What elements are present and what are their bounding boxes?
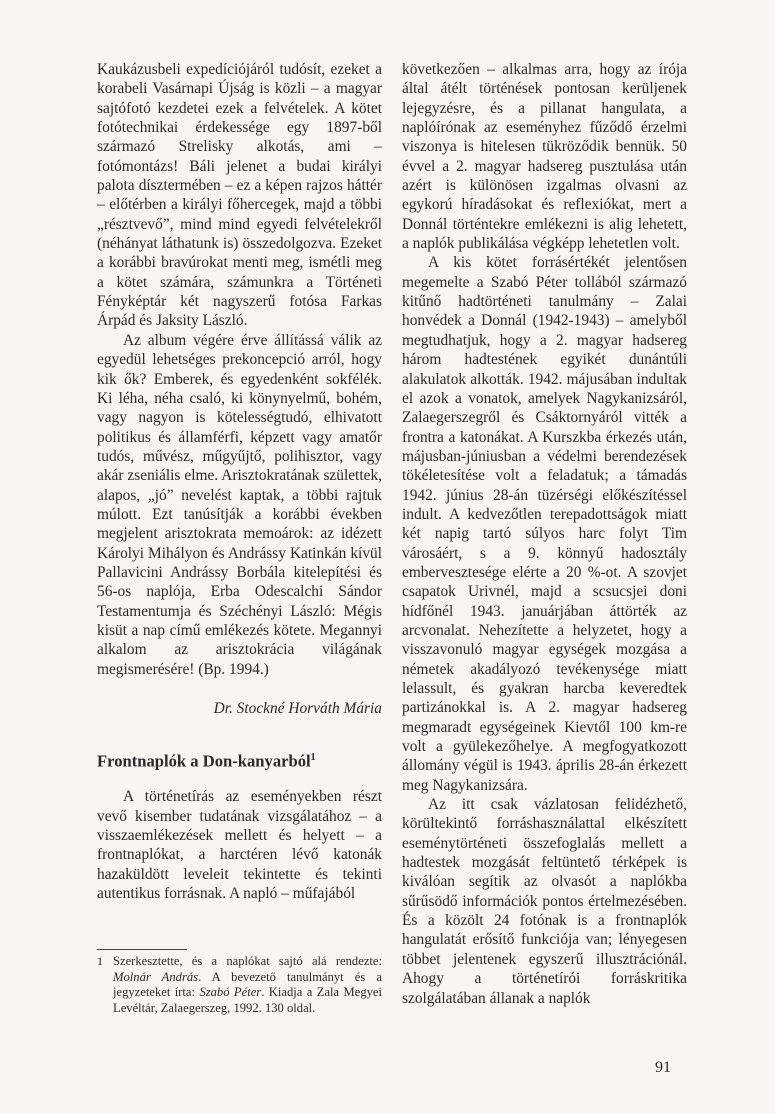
right-paragraph-1: következően – alkalmas arra, hogy az írója által átélt történések pontosan kerüljenek lejegyzésre, és a pillanat hangulata, a naplóírónak az eseményhez fűződő érzelmi viszonya is hitelesen tükröződik bennük. 50 évvel a 2. magyar hadsereg pusztulása után azért is különösen izgalmas olvasni az egykorú híradásokat és reflexiókat, mert a Donnál történtekre emlékezni is alig lehetett, a naplók publikálása végképp lehetetlen volt.: [402, 61, 687, 253]
left-paragraph-3: A történetírás az eseményekben részt vevő kisember tudatának vizsgálatához – a visszaemlékezések mellett és helyett – a frontnaplókat, a harctéren lévő katonák hazaküldött leveleit tekintette és tekinti autentikus forrásnak. A napló – műfajából: [97, 788, 382, 902]
footnote-editor: Molnár András: [113, 969, 199, 984]
review-signature: Dr. Stockné Horváth Mária: [213, 700, 382, 717]
footnote: [97, 954, 382, 1016]
footnote-divider: [97, 949, 187, 950]
left-paragraph-2: Az album végére érve állítássá válik az egyedül lehetséges prekoncepció arról, hogy kik ők? Emberek, és egyedenként sokfélék. Ki léha, néha csaló, ki könynyelmű, bohém, vagy nagyon is kötelességtudó, elhivatott politikus és államférfi, képzett vagy amatőr tudós, művész, műgyűjtő, polihisztor, vagy akár zseniális elme. Arisztokratának születtek, alapos, „jó” nevelést kaptak, a többi rajtuk múlott. Ezt tanúsítják a korábbi években megjelent arisztokrata memoárok: az idézett Károlyi Mihályon és Andrássy Katinkán kívül Pallavicini Andrássy Borbála kitelepítési és 56-os naplója, Erba Odescalchi Sándor Testamentumja és Széchényi László: Mégis kisüt a nap című emlékezés kötete. Megannyi alkalom az arisztokrácia világának megismerésére! (Bp. 1994.): [97, 331, 382, 678]
footnote-text-part: . A bevezető tanulmányt és a jegyzeteket írta:: [113, 969, 382, 1000]
footnote-mark: 1: [97, 954, 103, 969]
left-column: [97, 60, 382, 1016]
right-paragraph-3: Az itt csak vázlatosan felidézhető, körültekintő forráshasználattal elkészített eseménytörténeti összefoglalás mellett a hadtestek mozgását feltüntető térképek is kiválóan segítik az olvasót a naplókba sűrűsödő információk pontos értelmezésében. És a közölt 24 fotónak is a frontnaplók hangulatát erősítő funkciója van; lényegesen többet jelentenek egyszerű illusztrációnál. Ahogy a történetírói forráskritika szolgálatában állanak a naplók: [402, 796, 687, 1007]
footnote-text-part: . Kiadja a Zala Megyei Levéltár, Zalaegerszeg, 1992. 130 oldal.: [113, 985, 382, 1015]
footnote-reference: 1: [310, 752, 316, 764]
footnote-text: [113, 954, 382, 1016]
page-number: 91: [655, 1059, 671, 1076]
section-heading: [97, 748, 382, 771]
right-column: [402, 60, 687, 1008]
section-heading-text: Frontnaplók a Don-kanyarból: [97, 751, 311, 771]
left-paragraph-1: Kaukázusbeli expedíciójáról tudósít, ezeket a korabeli Vasárnapi Újság is közli – a magyar sajtófotó kezdetei ezek a felvételek. A kötet fotótechnikai érdekessége egy 1897-ből származó Strelisky alkotás, ami – fotómontázs! Báli jelenet a budai királyi palota dísztermében – ez a képen rajzos háttér – előtérben a királyi főhercegek, majd a többi „résztvevő”, mind mind egyedi felvételekről (néhányat láthatunk is) összedolgozva. Ezeket a korábbi bravúrokat menti meg, ismétli meg a kötet számára, számunkra a Történeti Fényképtár két nagyszerű fotósa Farkas Árpád és Jaksity László.: [97, 61, 382, 330]
footnote-text-part: Szerkesztette, és a naplókat sajtó alá rendezte:: [113, 954, 382, 969]
footnote-author: Szabó Péter: [199, 985, 262, 1000]
right-paragraph-2: A kis kötet forrásértékét jelentősen megemelte a Szabó Péter tollából származó kitűnő hadtörténeti tanulmány – Zalai honvédek a Donnál (1942-1943) – amelyből megtudhatjuk, hogy a 2. magyar hadsereg három hadtestének egyikét dunántúli alakulatok alkották. 1942. májusában indultak el azok a vonatok, amelyek Nagykanizsáról, Zalaegerszegről és Csáktornyáról vitték a frontra a katonákat. A Kurszkba érkezés után, májusban-júniusban a védelmi berendezések tökéletesítése volt a feladatuk; a támadás 1942. június 28-án tüzérségi előkészítéssel indult. A kedvezőtlen terepadottságok miatt két napig tartó súlyos harc folyt Tim városáért, s a 9. könnyű hadosztály embervesztesége elérte a 20 %-ot. A szovjet csapatok Urivnél, majd a scsucsjei doni hídfőnél 1943. januárjában áttörték az arcvonalat. Nehezítette a helyzetet, hogy a visszavonuló magyar egységek mozgása a németek akadályozó tevékenysége miatt lelassult, és gyakran harcba keveredtek partizánokkal is. A 2. magyar hadsereg megmaradt egységeinek Kievtől 100 km-re volt a gyülekezőhelye. A megfogyatkozott állomány végül is 1943. április 28-án érkezett meg Nagykanizsára.: [402, 254, 687, 794]
